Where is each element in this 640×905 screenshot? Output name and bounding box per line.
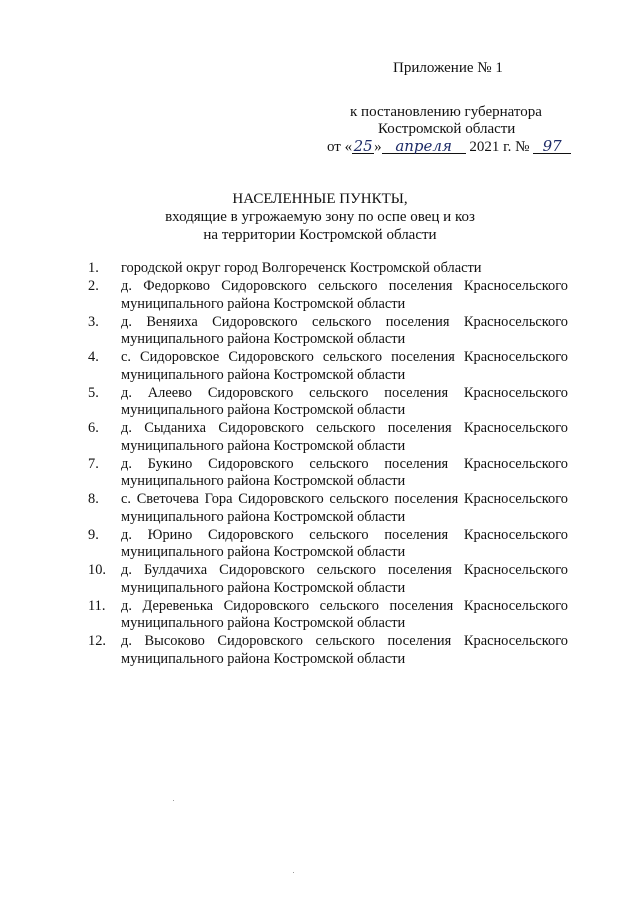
item-number: 10. <box>88 562 106 579</box>
item-number: 4. <box>88 349 99 366</box>
item-text: д. Булдачиха Сидоровского сельского поселения Красносельского муниципального района Костромской области <box>121 562 568 596</box>
document-subtitle: входящие в угрожаемую зону по оспе овец и коз <box>165 209 475 225</box>
list-item <box>88 314 568 349</box>
item-number: 5. <box>88 384 99 401</box>
decree-reference: к постановлению губернатора <box>350 104 542 120</box>
decree-region: Костромской области <box>378 121 516 137</box>
item-text: городской округ город Волгореченск Костромской области <box>121 260 482 276</box>
item-number: 1. <box>88 260 99 276</box>
list-item <box>88 420 568 455</box>
item-number: 7. <box>88 455 99 472</box>
handwritten-day: 25 <box>353 137 373 155</box>
handwritten-decree-number: 97 <box>533 139 571 154</box>
list-item <box>88 456 568 491</box>
item-number: 8. <box>88 491 99 508</box>
settlements-list <box>88 260 568 669</box>
item-text: д. Алеево Сидоровского сельского поселения Красносельского муниципального района Костромской области <box>121 384 568 418</box>
item-number: 12. <box>88 633 106 650</box>
item-text: д. Деревенька Сидоровского сельского поселения Красносельского муниципального района Костромской области <box>121 597 568 631</box>
item-number: 11. <box>88 597 106 614</box>
list-item <box>88 278 568 313</box>
date-year-number-label: 2021 г. № <box>469 139 530 155</box>
list-item <box>88 562 568 597</box>
list-item <box>88 349 568 384</box>
list-item <box>88 260 568 277</box>
document-title: НАСЕЛЕННЫЕ ПУНКТЫ, <box>232 191 408 207</box>
document-subtitle-territory: на территории Костромской области <box>203 227 437 243</box>
decree-date-line <box>327 139 571 156</box>
item-text: д. Букино Сидоровского сельского поселения Красносельского муниципального района Костромской области <box>121 455 568 489</box>
scan-speck <box>173 800 174 801</box>
item-text: д. Федорково Сидоровского сельского поселения Красносельского муниципального района Костромской области <box>121 278 568 312</box>
item-text: с. Светочева Гора Сидоровского сельского поселения Красносельского муниципального района Костромской области <box>121 491 568 525</box>
item-text: д. Высоково Сидоровского сельского поселения Красносельского муниципального района Костромской области <box>121 633 568 667</box>
scan-speck <box>293 872 294 873</box>
item-text: д. Юрино Сидоровского сельского поселения Красносельского муниципального района Костромской области <box>121 526 568 560</box>
item-number: 3. <box>88 313 99 330</box>
list-item <box>88 527 568 562</box>
handwritten-month: апреля <box>382 139 466 154</box>
date-prefix: от « <box>327 139 353 155</box>
list-item <box>88 491 568 526</box>
item-text: д. Сыданиха Сидоровского сельского поселения Красносельского муниципального района Костромской области <box>121 420 568 454</box>
item-number: 6. <box>88 420 99 437</box>
list-item <box>88 598 568 633</box>
date-day-close: » <box>374 139 382 155</box>
list-item <box>88 385 568 420</box>
item-number: 9. <box>88 526 99 543</box>
item-text: д. Веняиха Сидоровского сельского поселения Красносельского муниципального района Костромской области <box>121 313 568 347</box>
list-item <box>88 633 568 668</box>
item-text: с. Сидоровское Сидоровского сельского поселения Красносельского муниципального района Костромской области <box>121 349 568 383</box>
appendix-label: Приложение № 1 <box>393 60 503 76</box>
item-number: 2. <box>88 278 99 295</box>
